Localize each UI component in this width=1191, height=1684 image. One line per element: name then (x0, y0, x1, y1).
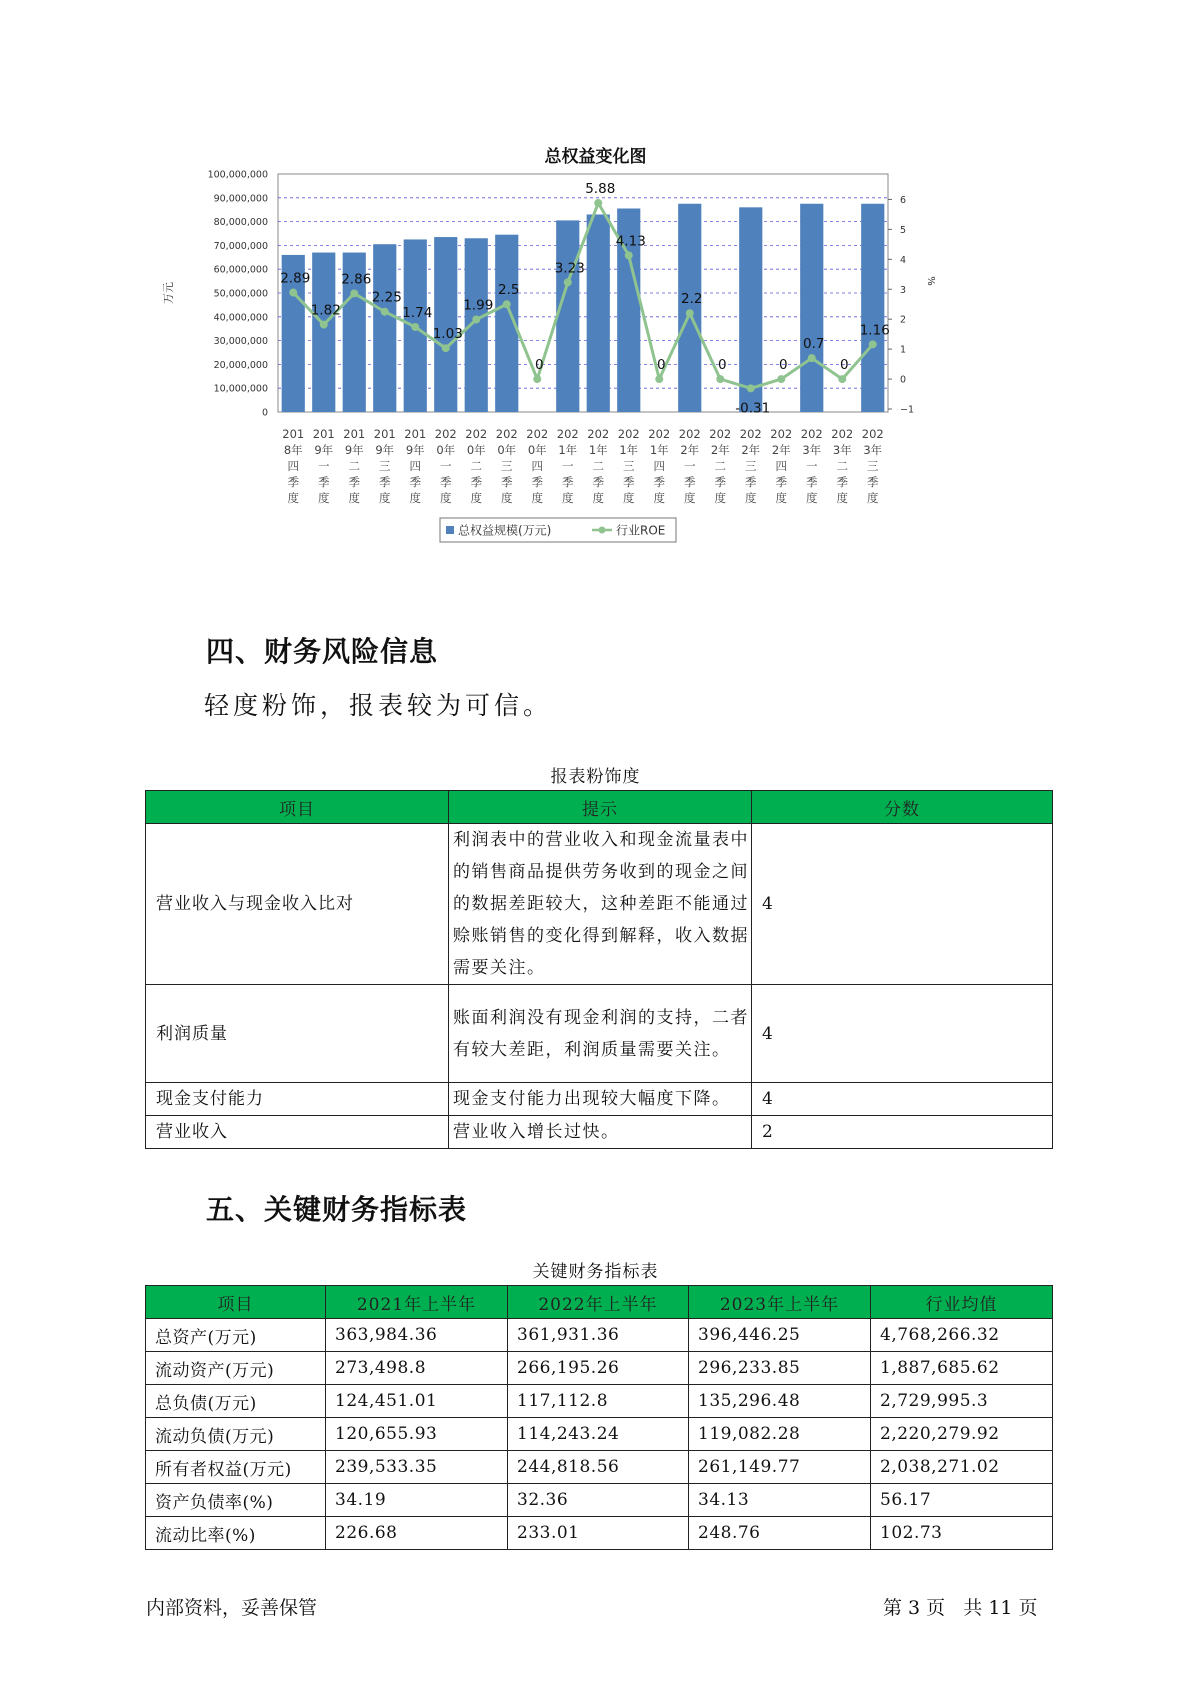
roe-point (381, 308, 389, 316)
x-tick-label: 202 (800, 427, 823, 441)
x-tick-label: 一 (806, 459, 818, 473)
x-tick-label: 度 (501, 491, 513, 505)
cell: 32.36 (508, 1484, 689, 1517)
row-item: 利润质量 (146, 985, 449, 1083)
footer-page-number: 第 3 页 共 11 页 (883, 1597, 1038, 1619)
bar (556, 220, 579, 412)
x-tick-label: 季 (531, 475, 543, 489)
header-item: 项目 (146, 791, 449, 824)
roe-point (808, 354, 816, 362)
x-tick-label: 度 (470, 491, 482, 505)
roe-point (289, 289, 297, 297)
cell: 流动比率(%) (146, 1517, 326, 1550)
cell: 273,498.8 (326, 1352, 508, 1385)
x-tick-label: 度 (409, 491, 421, 505)
roe-data-label: 1.99 (463, 297, 494, 314)
x-tick-label: 季 (745, 475, 757, 489)
roe-point (564, 278, 572, 286)
x-tick-label: 四 (409, 459, 421, 473)
cell: 248.76 (689, 1517, 871, 1550)
x-tick-label: 季 (470, 475, 482, 489)
x-tick-label: 3年 (802, 443, 822, 457)
bar (739, 207, 762, 412)
roe-point (442, 344, 450, 352)
roe-point (594, 199, 602, 207)
x-tick-label: 四 (531, 459, 543, 473)
roe-data-label: 0 (534, 357, 544, 374)
x-tick-label: 季 (562, 475, 574, 489)
row-hint: 营业收入增长过快。 (449, 1116, 752, 1149)
x-tick-label: 201 (343, 427, 366, 441)
y-axis-label: 万元 (162, 282, 175, 304)
x-tick-label: 三 (623, 459, 635, 473)
y2-tick-label: 0 (900, 374, 907, 386)
x-tick-label: 季 (592, 475, 604, 489)
section-4-heading: 四、财务风险信息 (206, 635, 439, 668)
header-item: 项目 (146, 1286, 326, 1319)
y-tick-label: 60,000,000 (213, 264, 268, 276)
x-tick-label: 度 (867, 491, 879, 505)
table-row (146, 1352, 1053, 1385)
x-tick-label: 季 (440, 475, 452, 489)
x-tick-label: 二 (470, 459, 482, 473)
table-row (146, 1116, 1053, 1149)
x-tick-label: 一 (562, 459, 574, 473)
x-tick-label: 202 (556, 427, 579, 441)
x-tick-label: 四 (775, 459, 787, 473)
roe-point (411, 323, 419, 331)
cell: 流动资产(万元) (146, 1352, 326, 1385)
bar (312, 253, 335, 412)
y2-tick-label: 3 (900, 284, 907, 296)
roe-data-label: 0 (778, 357, 788, 374)
x-tick-label: 四 (653, 459, 665, 473)
equity-chart (160, 168, 1000, 598)
roe-point (716, 375, 724, 383)
y-tick-label: 90,000,000 (213, 193, 268, 205)
cell: 239,533.35 (326, 1451, 508, 1484)
roe-point (655, 375, 663, 383)
header-hint: 提示 (449, 791, 752, 824)
x-tick-label: 二 (836, 459, 848, 473)
y2-tick-label: 4 (900, 254, 907, 266)
cell: 114,243.24 (508, 1418, 689, 1451)
x-tick-label: 三 (379, 459, 391, 473)
x-tick-label: 度 (745, 491, 757, 505)
header-2021h1: 2021年上半年 (326, 1286, 508, 1319)
x-tick-label: 季 (501, 475, 513, 489)
legend-swatch-bar (446, 526, 454, 534)
y-tick-label: 10,000,000 (213, 383, 268, 395)
table-header-row (146, 791, 1053, 824)
row-item: 营业收入与现金收入比对 (146, 824, 449, 985)
roe-data-label: 5.88 (585, 181, 616, 198)
header-industry-avg: 行业均值 (871, 1286, 1053, 1319)
whitewash-table-caption: 报表粉饰度 (550, 767, 641, 787)
cell: 1,887,685.62 (871, 1352, 1053, 1385)
x-tick-label: 3年 (863, 443, 883, 457)
roe-point (686, 309, 694, 317)
table-row (146, 1385, 1053, 1418)
x-tick-label: 季 (806, 475, 818, 489)
table-header-row (146, 1286, 1053, 1319)
y-tick-label: 100,000,000 (207, 169, 268, 181)
x-tick-label: 度 (562, 491, 574, 505)
y-tick-label: 30,000,000 (213, 336, 268, 348)
x-tick-label: 1年 (619, 443, 639, 457)
roe-data-label: 1.16 (859, 322, 890, 339)
x-tick-label: 季 (867, 475, 879, 489)
row-score: 2 (752, 1116, 1053, 1149)
x-tick-label: 201 (312, 427, 335, 441)
bar (678, 204, 701, 412)
x-tick-label: 度 (775, 491, 787, 505)
x-tick-label: 度 (623, 491, 635, 505)
cell: 2,729,995.3 (871, 1385, 1053, 1418)
x-tick-label: 202 (648, 427, 671, 441)
roe-data-label: 2.5 (498, 282, 520, 299)
roe-point (869, 340, 877, 348)
roe-point (625, 251, 633, 259)
header-2023h1: 2023年上半年 (689, 1286, 871, 1319)
roe-data-label: 0.7 (803, 336, 825, 353)
roe-data-label: 1.74 (402, 304, 433, 321)
roe-data-label: 2.89 (280, 270, 311, 287)
cell: 361,931.36 (508, 1319, 689, 1352)
x-tick-label: 201 (373, 427, 396, 441)
x-tick-label: 度 (440, 491, 452, 505)
roe-data-label: 2.2 (681, 291, 703, 308)
cell: 所有者权益(万元) (146, 1451, 326, 1484)
x-tick-label: 季 (714, 475, 726, 489)
cell: 2,038,271.02 (871, 1451, 1053, 1484)
x-tick-label: 0年 (466, 443, 486, 457)
x-tick-label: 季 (836, 475, 848, 489)
x-tick-label: 3年 (832, 443, 852, 457)
x-tick-label: 202 (861, 427, 884, 441)
risk-summary-text: 轻度粉饰，报表较为可信。 (204, 691, 553, 720)
x-tick-label: 度 (714, 491, 726, 505)
roe-point (777, 375, 785, 383)
x-tick-label: 202 (709, 427, 732, 441)
roe-data-label: 1.82 (310, 302, 341, 319)
x-tick-label: 度 (684, 491, 696, 505)
x-tick-label: 季 (379, 475, 391, 489)
x-tick-label: 二 (714, 459, 726, 473)
cell: 124,451.01 (326, 1385, 508, 1418)
y2-tick-label: −1 (900, 404, 915, 416)
x-tick-label: 2年 (710, 443, 730, 457)
cell: 266,195.26 (508, 1352, 689, 1385)
x-tick-label: 2年 (680, 443, 700, 457)
x-tick-label: 季 (348, 475, 360, 489)
header-2022h1: 2022年上半年 (508, 1286, 689, 1319)
x-tick-label: 202 (739, 427, 762, 441)
cell: 总资产(万元) (146, 1319, 326, 1352)
x-tick-label: 度 (287, 491, 299, 505)
legend-swatch-point (599, 527, 606, 534)
y-tick-label: 70,000,000 (213, 240, 268, 252)
x-tick-label: 9年 (405, 443, 425, 457)
x-tick-label: 202 (617, 427, 640, 441)
table-row (146, 1517, 1053, 1550)
cell: 226.68 (326, 1517, 508, 1550)
x-tick-label: 度 (592, 491, 604, 505)
x-tick-label: 0年 (497, 443, 517, 457)
roe-data-label: 1.03 (432, 326, 463, 343)
x-tick-label: 202 (587, 427, 610, 441)
cell: 2,220,279.92 (871, 1418, 1053, 1451)
x-tick-label: 9年 (375, 443, 395, 457)
y2-tick-label: 5 (900, 224, 907, 236)
roe-data-label: 4.13 (615, 233, 646, 250)
row-score: 4 (752, 824, 1053, 985)
roe-data-label: 0 (656, 357, 666, 374)
x-tick-label: 一 (318, 459, 330, 473)
bar (587, 214, 610, 412)
cell: 102.73 (871, 1517, 1053, 1550)
key-indicator-table (145, 1285, 1053, 1550)
x-tick-label: 二 (592, 459, 604, 473)
x-tick-label: 201 (282, 427, 305, 441)
x-tick-label: 202 (495, 427, 518, 441)
y-tick-label: 40,000,000 (213, 312, 268, 324)
legend-label-bar: 总权益规模(万元) (458, 523, 552, 538)
table-row (146, 1418, 1053, 1451)
roe-data-label: -0.31 (735, 400, 771, 417)
x-tick-label: 2年 (741, 443, 761, 457)
x-tick-label: 一 (684, 459, 696, 473)
roe-point (320, 321, 328, 329)
row-hint: 账面利润没有现金利润的支持，二者有较大差距，利润质量需要关注。 (449, 985, 752, 1083)
x-tick-label: 四 (287, 459, 299, 473)
roe-point (747, 384, 755, 392)
x-tick-label: 季 (684, 475, 696, 489)
x-tick-label: 季 (318, 475, 330, 489)
cell: 资产负债率(%) (146, 1484, 326, 1517)
y-tick-label: 20,000,000 (213, 359, 268, 371)
bar (373, 244, 396, 412)
x-tick-label: 度 (348, 491, 360, 505)
table-row (146, 985, 1053, 1083)
cell: 363,984.36 (326, 1319, 508, 1352)
x-tick-label: 季 (653, 475, 665, 489)
chart-title: 总权益变化图 (544, 147, 647, 167)
cell: 34.13 (689, 1484, 871, 1517)
roe-point (472, 315, 480, 323)
roe-point (533, 375, 541, 383)
x-tick-label: 9年 (344, 443, 364, 457)
cell: 120,655.93 (326, 1418, 508, 1451)
x-tick-label: 季 (775, 475, 787, 489)
x-tick-label: 三 (745, 459, 757, 473)
bar (434, 237, 457, 412)
x-tick-label: 度 (653, 491, 665, 505)
row-score: 4 (752, 985, 1053, 1083)
y-tick-label: 50,000,000 (213, 288, 268, 300)
x-tick-label: 8年 (283, 443, 303, 457)
roe-data-label: 2.86 (341, 271, 372, 288)
x-tick-label: 度 (806, 491, 818, 505)
header-score: 分数 (752, 791, 1053, 824)
y2-tick-label: 6 (900, 194, 907, 206)
x-tick-label: 202 (465, 427, 488, 441)
x-tick-label: 季 (409, 475, 421, 489)
whitewash-table (145, 790, 1053, 1149)
bar (800, 204, 823, 412)
table-row (146, 1484, 1053, 1517)
x-tick-label: 度 (531, 491, 543, 505)
cell: 135,296.48 (689, 1385, 871, 1418)
x-tick-label: 202 (526, 427, 549, 441)
table-row (146, 1319, 1053, 1352)
cell: 233.01 (508, 1517, 689, 1550)
bar (861, 204, 884, 412)
cell: 总负债(万元) (146, 1385, 326, 1418)
y2-tick-label: 1 (900, 344, 907, 356)
x-tick-label: 202 (434, 427, 457, 441)
x-tick-label: 一 (440, 459, 452, 473)
table-row (146, 1083, 1053, 1116)
roe-data-label: 0 (839, 357, 849, 374)
x-tick-label: 202 (678, 427, 701, 441)
x-tick-label: 三 (501, 459, 513, 473)
x-tick-label: 2年 (771, 443, 791, 457)
cell: 34.19 (326, 1484, 508, 1517)
roe-data-label: 2.25 (371, 289, 402, 306)
table-row (146, 824, 1053, 985)
y2-axis-label: % (925, 276, 936, 286)
x-tick-label: 0年 (436, 443, 456, 457)
cell: 296,233.85 (689, 1352, 871, 1385)
x-tick-label: 202 (831, 427, 854, 441)
key-indicator-table-caption: 关键财务指标表 (532, 1262, 659, 1282)
cell: 流动负债(万元) (146, 1418, 326, 1451)
x-tick-label: 0年 (527, 443, 547, 457)
legend-label-line: 行业ROE (616, 523, 666, 538)
row-item: 营业收入 (146, 1116, 449, 1149)
cell: 119,082.28 (689, 1418, 871, 1451)
row-item: 现金支付能力 (146, 1083, 449, 1116)
row-score: 4 (752, 1083, 1053, 1116)
x-tick-label: 度 (379, 491, 391, 505)
footer-confidential: 内部资料，妥善保管 (146, 1597, 318, 1619)
x-tick-label: 季 (287, 475, 299, 489)
row-hint: 现金支付能力出现较大幅度下降。 (449, 1083, 752, 1116)
roe-data-label: 0 (717, 357, 727, 374)
x-tick-label: 二 (348, 459, 360, 473)
y2-tick-label: 2 (900, 314, 907, 326)
cell: 244,818.56 (508, 1451, 689, 1484)
cell: 117,112.8 (508, 1385, 689, 1418)
roe-point (838, 375, 846, 383)
x-tick-label: 三 (867, 459, 879, 473)
x-tick-label: 201 (404, 427, 427, 441)
x-tick-label: 202 (770, 427, 793, 441)
cell: 396,446.25 (689, 1319, 871, 1352)
cell: 4,768,266.32 (871, 1319, 1053, 1352)
roe-data-label: 3.23 (554, 260, 585, 277)
x-tick-label: 1年 (588, 443, 608, 457)
x-tick-label: 季 (623, 475, 635, 489)
x-tick-label: 度 (836, 491, 848, 505)
x-tick-label: 度 (318, 491, 330, 505)
y-tick-label: 80,000,000 (213, 217, 268, 229)
cell: 261,149.77 (689, 1451, 871, 1484)
y-tick-label: 0 (261, 407, 268, 419)
cell: 56.17 (871, 1484, 1053, 1517)
row-hint: 利润表中的营业收入和现金流量表中的销售商品提供劳务收到的现金之间的数据差距较大，这种差距不能通过赊账销售的变化得到解释，收入数据需要关注。 (449, 824, 752, 985)
section-5-heading: 五、关键财务指标表 (206, 1193, 468, 1226)
roe-point (350, 289, 358, 297)
roe-point (503, 300, 511, 308)
x-tick-label: 1年 (558, 443, 578, 457)
table-row (146, 1451, 1053, 1484)
x-tick-label: 9年 (314, 443, 334, 457)
x-tick-label: 1年 (649, 443, 669, 457)
